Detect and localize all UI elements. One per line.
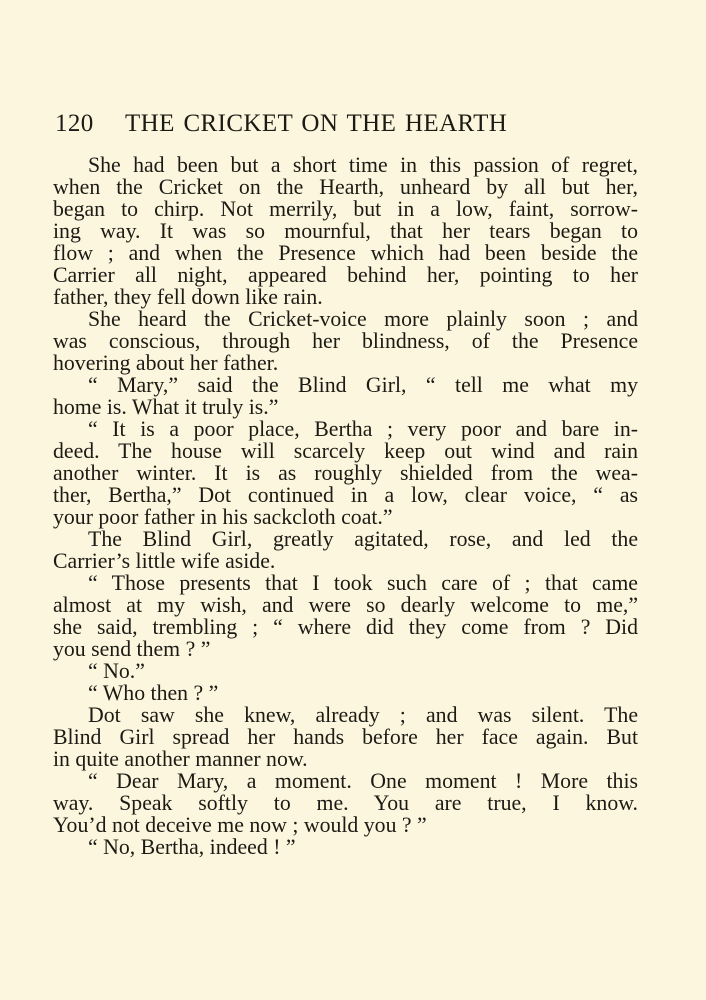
text-line: she said, trembling ; “ where did they come from ? Did (53, 615, 638, 639)
text-line: “ No, Bertha, indeed ! ” (88, 835, 296, 859)
text-line: your poor father in his sackcloth coat.” (53, 505, 393, 529)
text-line: You’d not deceive me now ; would you ? ” (53, 813, 427, 837)
text-line: ther, Bertha,” Dot continued in a low, clear voice, “ as (53, 483, 638, 507)
text-line: another winter. It is as roughly shielded from the wea- (53, 461, 638, 485)
page-number: 120 (55, 110, 94, 137)
text-line: “ Who then ? ” (88, 681, 219, 705)
text-line: way. Speak softly to me. You are true, I know. (53, 791, 638, 815)
text-line: almost at my wish, and were so dearly welcome to me,” (53, 593, 638, 617)
text-line: in quite another manner now. (53, 747, 308, 771)
text-line: “ No.” (88, 659, 145, 683)
text-line: “ It is a poor place, Bertha ; very poor and bare in- (88, 417, 638, 441)
text-line: Carrier’s little wife aside. (53, 549, 276, 573)
running-header (55, 107, 655, 141)
text-line: “ Dear Mary, a moment. One moment ! More this (88, 769, 638, 793)
text-line: home is. What it truly is.” (53, 395, 279, 419)
text-line: Blind Girl spread her hands before her face again. But (53, 725, 638, 749)
body-text (53, 154, 638, 858)
text-line: flow ; and when the Presence which had been beside the (53, 241, 638, 265)
text-line: you send them ? ” (53, 637, 211, 661)
text-line: began to chirp. Not merrily, but in a low, faint, sorrow- (53, 197, 638, 221)
text-line: “ Mary,” said the Blind Girl, “ tell me what my (88, 373, 638, 397)
book-title: THE CRICKET ON THE HEARTH (125, 110, 508, 137)
text-line: “ Those presents that I took such care of ; that came (88, 571, 638, 595)
text-line: deed. The house will scarcely keep out wind and rain (53, 439, 638, 463)
text-line: was conscious, through her blindness, of the Presence (53, 329, 638, 353)
text-line: hovering about her father. (53, 351, 279, 375)
text-line: She had been but a short time in this passion of regret, (88, 153, 638, 177)
text-line: ing way. It was so mournful, that her tears began to (53, 219, 638, 243)
text-line: when the Cricket on the Hearth, unheard by all but her, (53, 175, 638, 199)
text-line: Dot saw she knew, already ; and was silent. The (88, 703, 638, 727)
text-line: Carrier all night, appeared behind her, pointing to her (53, 263, 638, 287)
text-line: father, they fell down like rain. (53, 285, 323, 309)
text-line: The Blind Girl, greatly agitated, rose, and led the (88, 527, 638, 551)
text-line: She heard the Cricket-voice more plainly soon ; and (88, 307, 638, 331)
